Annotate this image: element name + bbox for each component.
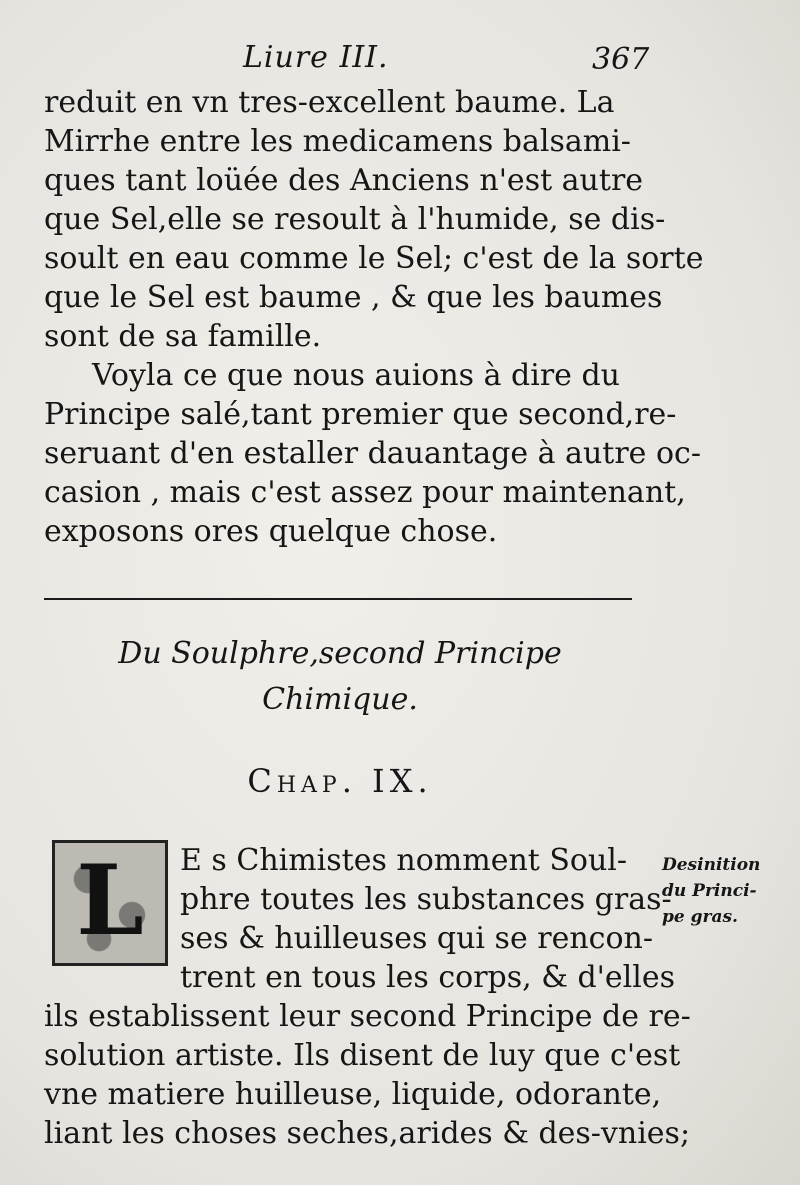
- text-line: Mirrhe entre les medicamens balsami-: [44, 124, 631, 159]
- marginal-note-line: Desinition: [662, 855, 761, 875]
- ornamental-drop-cap: [52, 840, 168, 966]
- text-line: ses & huilleuses qui se rencon-: [180, 921, 653, 956]
- text-line: sont de sa famille.: [44, 319, 322, 354]
- text-line: vne matiere huilleuse, liquide, odorante,: [44, 1077, 662, 1112]
- text-line: seruant d'en estaller dauantage à autre oc-: [44, 436, 701, 471]
- chapter-title-continued: Chimique.: [262, 682, 418, 717]
- text-line: solution artiste. Ils disent de luy que c'est: [44, 1038, 681, 1073]
- text-line: E s Chimistes nomment Soul-: [180, 843, 628, 878]
- text-line: liant les choses seches,arides & des-vnies;: [44, 1116, 691, 1151]
- page-header: [0, 40, 800, 80]
- text-line: Voyla ce que nous auions à dire du: [92, 358, 620, 393]
- text-line: reduit en vn tres-excellent baume. La: [44, 85, 615, 120]
- marginal-note-line: pe gras.: [662, 907, 738, 927]
- page-number: 367: [592, 42, 650, 77]
- drop-cap-letter: L: [76, 844, 144, 957]
- text-line: casion , mais c'est assez pour maintenant,: [44, 475, 686, 510]
- text-line: que le Sel est baume , & que les baumes: [44, 280, 663, 315]
- marginal-note-line: du Princi-: [662, 881, 757, 901]
- section-divider: [44, 598, 632, 600]
- text-line: soult en eau comme le Sel; c'est de la sorte: [44, 241, 704, 276]
- chapter-number: Chap. IX.: [247, 762, 433, 800]
- text-line: trent en tous les corps, & d'elles: [180, 960, 675, 995]
- text-line: que Sel,elle se resoult à l'humide, se dis-: [44, 202, 666, 237]
- chapter-title: Du Soulphre,second Principe: [118, 636, 562, 671]
- text-line: Principe salé,tant premier que second,re-: [44, 397, 677, 432]
- text-line: exposons ores quelque chose.: [44, 514, 498, 549]
- text-line: phre toutes les substances gras-: [180, 882, 672, 917]
- text-line: ques tant loüée des Anciens n'est autre: [44, 163, 644, 198]
- text-line: ils establissent leur second Principe de re-: [44, 999, 691, 1034]
- running-title: Liure III.: [243, 40, 389, 75]
